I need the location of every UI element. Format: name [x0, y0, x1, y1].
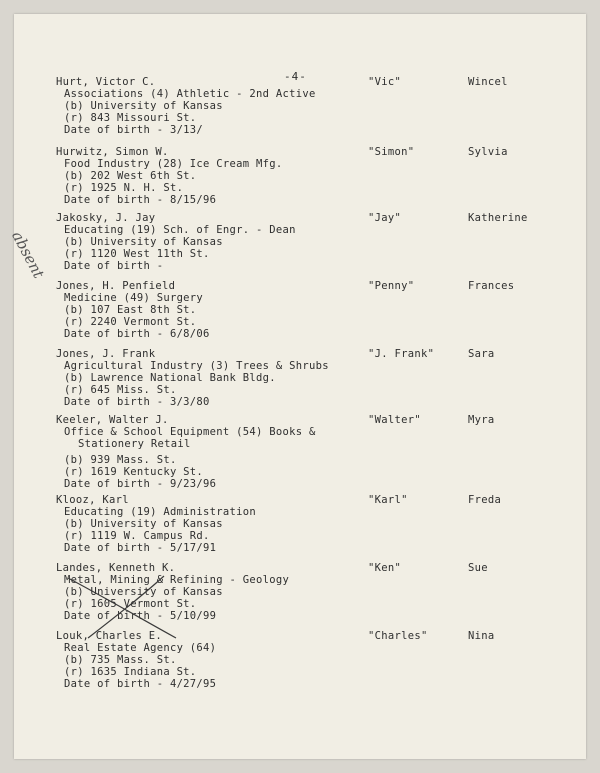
member-name: Jones, J. Frank — [56, 348, 156, 360]
business-address: (b) University of Kansas — [64, 100, 223, 112]
spouse-name: Sylvia — [468, 146, 508, 158]
spouse-name: Sue — [468, 562, 488, 574]
member-name: Jones, H. Penfield — [56, 280, 176, 292]
member-name: Hurt, Victor C. — [56, 76, 156, 88]
member-nickname: "Walter" — [368, 414, 421, 426]
residence-address: (r) 1635 Indiana St. — [64, 666, 197, 678]
classification-line: Agricultural Industry (3) Trees & Shrubs — [64, 360, 329, 372]
page-number: -4- — [284, 70, 307, 83]
business-address: (b) Lawrence National Bank Bldg. — [64, 372, 276, 384]
classification-line: Educating (19) Administration — [64, 506, 257, 518]
residence-address: (r) 1119 W. Campus Rd. — [64, 530, 210, 542]
handwritten-note: absent — [8, 228, 48, 282]
date-of-birth: Date of birth - 9/23/96 — [64, 478, 217, 490]
classification-line: Medicine (49) Surgery — [64, 292, 204, 304]
spouse-name: Freda — [468, 494, 502, 506]
member-name: Klooz, Karl — [56, 494, 129, 506]
residence-address: (r) 1120 West 11th St. — [64, 248, 210, 260]
classification-line: Associations (4) Athletic - 2nd Active — [64, 88, 316, 100]
classification-line: Educating (19) Sch. of Engr. - Dean — [64, 224, 296, 236]
classification-line: Office & School Equipment (54) Books & — [64, 426, 316, 438]
residence-address: (r) 645 Miss. St. — [64, 384, 177, 396]
business-address: (b) 202 West 6th St. — [64, 170, 197, 182]
date-of-birth: Date of birth - 5/17/91 — [64, 542, 217, 554]
residence-address: (r) 1605 Vermont St. — [64, 598, 197, 610]
member-nickname: "Karl" — [368, 494, 408, 506]
classification-line: Food Industry (28) Ice Cream Mfg. — [64, 158, 283, 170]
spouse-name: Myra — [468, 414, 495, 426]
date-of-birth: Date of birth - 3/13/ — [64, 124, 204, 136]
member-name: Hurwitz, Simon W. — [56, 146, 169, 158]
residence-address: (r) 843 Missouri St. — [64, 112, 197, 124]
business-address: (b) 735 Mass. St. — [64, 654, 177, 666]
member-nickname: "Penny" — [368, 280, 415, 292]
date-of-birth: Date of birth - 5/10/99 — [64, 610, 217, 622]
spouse-name: Wincel — [468, 76, 508, 88]
member-nickname: "Jay" — [368, 212, 402, 224]
member-nickname: "Simon" — [368, 146, 415, 158]
member-nickname: "Charles" — [368, 630, 428, 642]
date-of-birth: Date of birth - 6/8/06 — [64, 328, 210, 340]
classification-line: Real Estate Agency (64) — [64, 642, 217, 654]
member-nickname: "Ken" — [368, 562, 402, 574]
business-address: (b) University of Kansas — [64, 236, 223, 248]
spouse-name: Sara — [468, 348, 495, 360]
residence-address: (r) 2240 Vermont St. — [64, 316, 197, 328]
document-page — [8, 14, 586, 759]
member-name: Louk, Charles E. — [56, 630, 162, 642]
business-address: (b) 107 East 8th St. — [64, 304, 197, 316]
member-name: Jakosky, J. Jay — [56, 212, 156, 224]
member-nickname: "Vic" — [368, 76, 402, 88]
member-name: Keeler, Walter J. — [56, 414, 169, 426]
date-of-birth: Date of birth - — [64, 260, 164, 272]
residence-address: (r) 1619 Kentucky St. — [64, 466, 204, 478]
spouse-name: Frances — [468, 280, 515, 292]
business-address: (b) University of Kansas — [64, 586, 223, 598]
business-address: (b) 939 Mass. St. — [64, 454, 177, 466]
spouse-name: Nina — [468, 630, 495, 642]
classification-line: Metal, Mining & Refining - Geology — [64, 574, 290, 586]
classification-continuation: Stationery Retail — [78, 438, 191, 450]
date-of-birth: Date of birth - 4/27/95 — [64, 678, 217, 690]
member-nickname: "J. Frank" — [368, 348, 435, 360]
date-of-birth: Date of birth - 3/3/80 — [64, 396, 210, 408]
spouse-name: Katherine — [468, 212, 528, 224]
date-of-birth: Date of birth - 8/15/96 — [64, 194, 217, 206]
member-name: Landes, Kenneth K. — [56, 562, 176, 574]
residence-address: (r) 1925 N. H. St. — [64, 182, 184, 194]
business-address: (b) University of Kansas — [64, 518, 223, 530]
